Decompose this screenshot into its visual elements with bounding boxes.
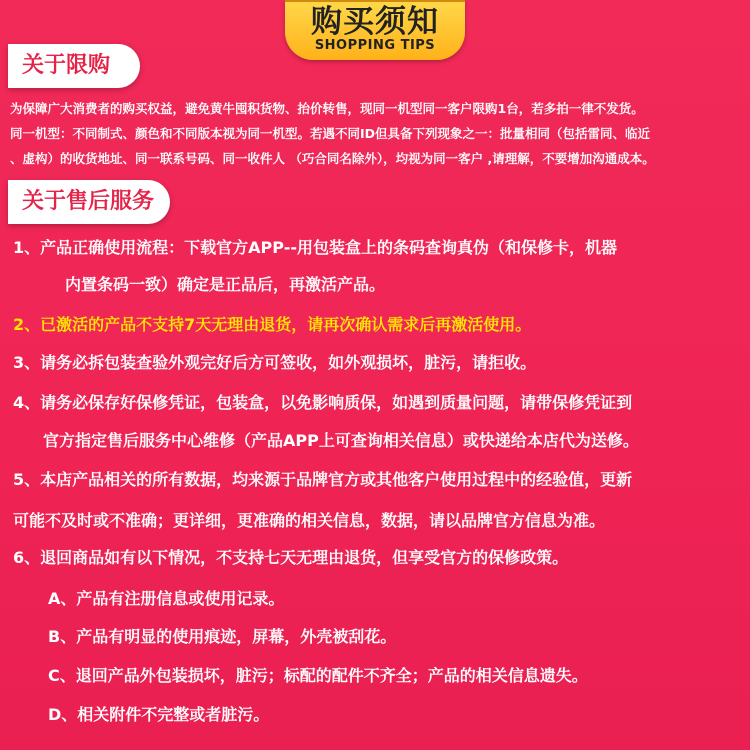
after-sales-item-1-line-1: 1、产品正确使用流程：下载官方APP--用包装盒上的条码查询真伪（和保修卡，机器 [13, 238, 617, 257]
after-sales-item-1-line-2: 内置条码一致）确定是正品后，再激活产品。 [65, 275, 386, 294]
after-sales-item-4-line-1: 4、请务必保存好保修凭证，包装盒，以免影响质保，如遇到质量问题，请带保修凭证到 [13, 393, 633, 412]
purchase-limit-line-3: 、虚构）的收货地址、同一联系号码、同一收件人 （巧合同名除外），均视为同一客户 ,请理解，不要增加沟通成本。 [10, 151, 655, 166]
after-sales-item-4-line-2: 官方指定售后服务中心维修（产品APP上可查询相关信息）或快递给本店代为送修。 [43, 431, 639, 450]
heading-label: 关于售后服务 [22, 189, 155, 214]
after-sales-item-3: 3、请务必拆包装查验外观完好后方可签收，如外观损坏，脏污，请拒收。 [13, 353, 537, 372]
after-sales-item-6: 6、退回商品如有以下情况，不支持七天无理由退货，但享受官方的保修政策。 [13, 548, 569, 567]
heading-label: 关于限购 [22, 53, 111, 78]
after-sales-sub-item-a: A、产品有注册信息或使用记录。 [48, 589, 285, 608]
after-sales-item-5-line-1: 5、本店产品相关的所有数据，均来源于品牌官方或其他客户使用过程中的经验值，更新 [13, 470, 633, 489]
after-sales-item-2: 2、已激活的产品不支持7天无理由退货，请再次确认需求后再激活使用。 [13, 315, 532, 334]
after-sales-sub-item-b: B、产品有明显的使用痕迹，屏幕，外壳被刮花。 [48, 627, 397, 646]
banner-title: 购买须知 [311, 4, 439, 40]
after-sales-sub-item-c: C、退回产品外包装损坏，脏污；标配的配件不齐全；产品的相关信息遗失。 [48, 666, 588, 685]
after-sales-item-5-line-2: 可能不及时或不准确；更详细，更准确的相关信息，数据，请以品牌官方信息为准。 [13, 511, 606, 530]
shopping-tips-banner [285, 0, 465, 60]
purchase-limit-line-2: 同一机型：不同制式、颜色和不同版本视为同一机型。若遇不同ID但具备下列现象之一：批量相同（包括雷同、临近 [10, 126, 651, 141]
after-sales-sub-item-d: D、相关附件不完整或者脏污。 [48, 705, 270, 724]
purchase-limit-line-1: 为保障广大消费者的购买权益，避免黄牛囤积货物、抬价转售，现同一机型同一客户限购1台，若多拍一律不发货。 [10, 101, 644, 116]
section-heading-purchase-limit [8, 44, 140, 88]
banner-subtitle: SHOPPING TIPS [314, 38, 436, 53]
section-heading-after-sales [8, 180, 170, 224]
